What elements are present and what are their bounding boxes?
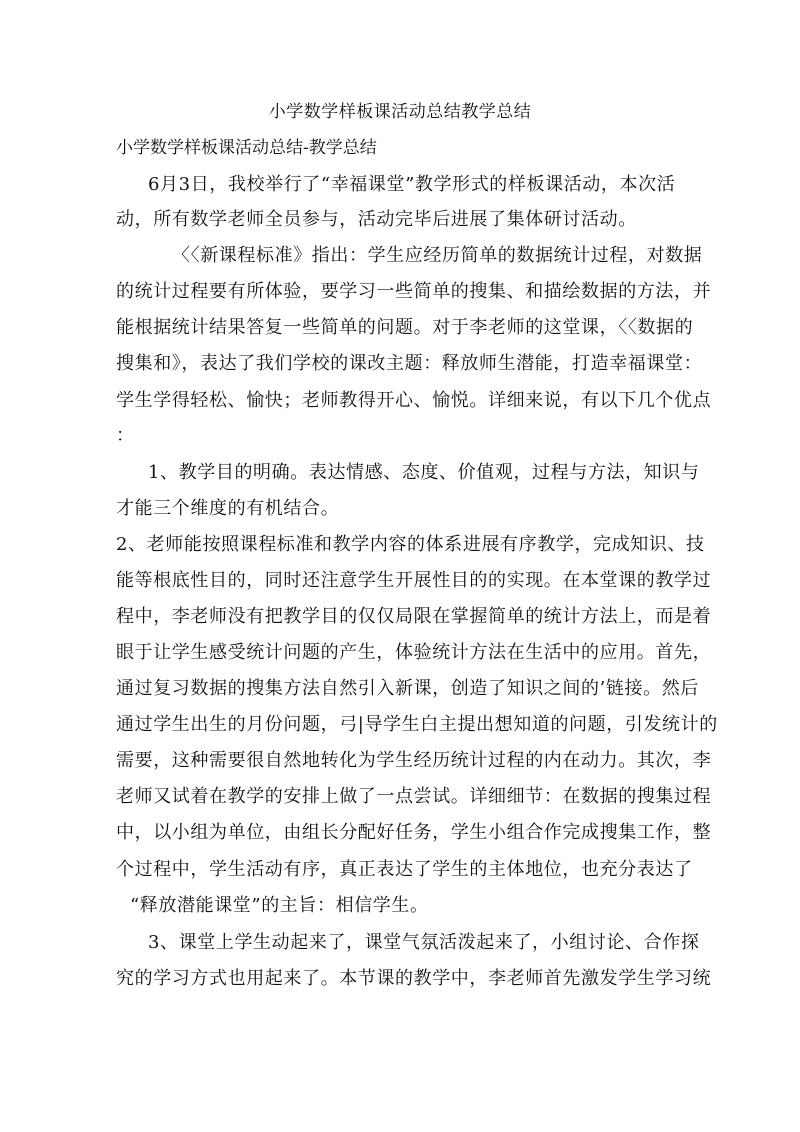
- paragraph-line: 1、教学目的明确。表达情感、态度、价值观，过程与方法，知识与: [148, 462, 700, 483]
- paragraph-line: 通过复习数据的搜集方法自然引入新课，创造了知识之间的’链接。然后: [116, 678, 699, 699]
- paragraph-line: 2、老师能按照课程标准和教学内容的体系进展有序教学，完成知识、技: [116, 534, 705, 555]
- paragraph-line: 究的学习方式也用起来了。本节课的教学中，李老师首先激发学生学习统: [116, 968, 712, 989]
- paragraph-line: 个过程中，学生活动有序，真正表达了学生的主体地位，也充分表达了: [116, 859, 693, 880]
- paragraph-line: 搜集和》，表达了我们学校的课改主题：释放师生潜能，打造幸福课堂：: [116, 353, 703, 374]
- document-subtitle: 小学数学样板课活动总结-教学总结: [116, 138, 377, 158]
- paragraph-line: 3、课堂上学生动起来了，课堂气氛活泼起来了，小组讨论、合作探: [148, 932, 700, 953]
- paragraph-line: 需要，这种需要很自然地转化为学生经历统计过程的内在动力。其次，李: [116, 750, 712, 771]
- paragraph-line: 学生学得轻松、愉快；老师教得开心、愉悦。详细来说，有以下几个优点: [116, 390, 712, 411]
- paragraph-line: 能等根底性目的，同时还注意学生开展性目的的实现。在本堂课的教学过: [116, 570, 712, 591]
- paragraph-line: 〈〈新课程标准》指出：学生应经历简单的数据统计过程，对数据: [172, 245, 703, 266]
- paragraph-line: 眼于让学生感受统计问题的产生，体验统计方法在生活中的应用。首先，: [116, 642, 712, 663]
- paragraph-line: 才能三个维度的有机结合。: [116, 498, 340, 519]
- paragraph-line: “释放潜能课堂”的主旨：相信学生。: [130, 895, 429, 916]
- paragraph-line: 的统计过程要有所体验，要学习一些简单的搜集、和描绘数据的方法，并: [116, 281, 712, 302]
- paragraph-line: 能根据统计结果答复一些简单的问题。对于李老师的这堂课，〈〈数据的: [116, 317, 694, 338]
- document-title: 小学数学样板课活动总结教学总结: [268, 102, 532, 122]
- paragraph-line: 6月3日，我校举行了“幸福课堂”教学形式的样板课活动，本次活: [148, 174, 676, 195]
- paragraph-line: 通过学生出生的月份问题，弓|导学生白主提出想知道的问题，引发统计的: [116, 714, 718, 735]
- paragraph-line: 老师又试着在教学的安排上做了一点尝试。详细细节：在数据的搜集过程: [116, 786, 712, 807]
- paragraph-line: 中，以小组为单位，由组长分配好任务，学生小组合作完成搜集工作，整: [116, 822, 712, 843]
- paragraph-line: 动，所有数学老师全员参与，活动完毕后进展了集体研讨活动。: [116, 209, 637, 230]
- paragraph-line: 程中，李老师没有把教学目的仅仅局限在掌握简单的统计方法上，而是着: [116, 606, 712, 627]
- paragraph-line: ：: [116, 425, 135, 446]
